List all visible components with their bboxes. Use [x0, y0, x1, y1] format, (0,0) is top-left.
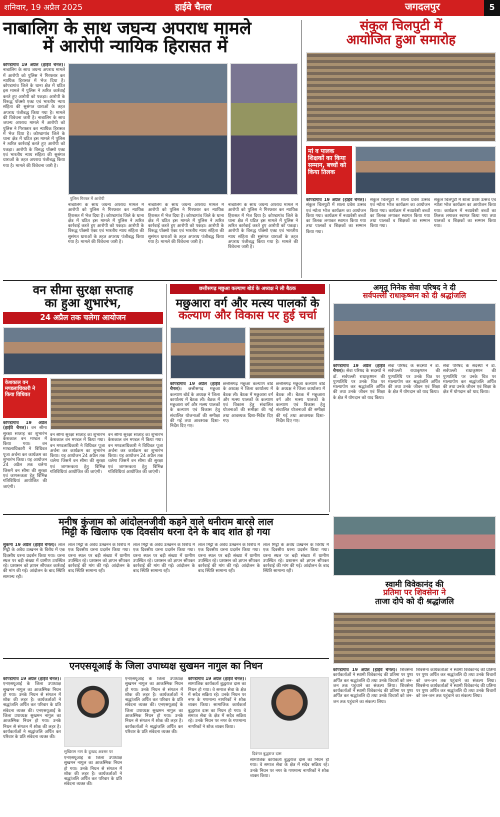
story4-photo — [170, 327, 246, 379]
story2-text-3: संकुल चिलपुटी में शाला प्रवेश उत्सव एवं न्योता भोज कार्यक्रम का आयोजन किया गया। कार्यक्रम में नवप्रवेशी बच्चों का तिलक लगाकर स्वागत किया गया तथा पालकों व शिक्षकों का सम्मान किया गया। — [434, 198, 496, 230]
story2-headline — [306, 20, 496, 47]
story2-col3 — [434, 198, 496, 278]
story4-col3 — [276, 382, 325, 509]
story1-text-4: नाबालिग के साथ जघन्य अपराध मामले में आरोपी को पुलिस ने गिरफ्तार कर न्यायिक हिरासत में भेज दिया है। कोण्डागांव जिले के थाना क्षेत्र में घटित इस मामले में पुलिस ने त्वरित कार्रवाई करते हुए आरोपी को पकड़ा। आरोपी के विरुद्ध पॉक्सो एक्ट एवं भारतीय न्याय संहिता की सुसंगत धाराओं के तहत अपराध पंजीबद्ध किया गया है। मामले की विवेचना जारी है। — [228, 203, 298, 251]
story3-text: वन सीमा सुरक्षा सप्ताह का शुभारंभ केशकाल वन मण्डल में किया गया। वन मण्डलाधिकारी ने विधिवत पूजा अर्चना कर कार्यक्रम का शुभारंभ किया। यह आयोजन 24 अप्रैल तक चलेगा जिसमें वन सीमा की सुरक्षा एवं जागरूकता हेतु विभिन्न गतिविधियां आयोजित की जाएंगी। — [3, 426, 47, 490]
story8-text-3-cont: एनएसयूआई के जिला उपाध्यक्ष सुखमन नागुल का आकस्मिक निधन हो गया। उनके निधन से संगठन में शोक की लहर है। कार्यकर्ताओं ने श्रद्धांजलि अर्पित कर परिवार के प्रति संवेदना व्यक्त की। — [125, 703, 183, 735]
story1-text-cont: नाबालिग के साथ जघन्य अपराध मामले में आरोपी को पुलिस ने गिरफ्तार कर न्यायिक हिरासत में भेज दिया है। कोण्डागांव जिले के थाना क्षेत्र में घटित इस मामले में पुलिस ने त्वरित कार्रवाई करते हुए आरोपी को पकड़ा। आरोपी के विरुद्ध पॉक्सो एक्ट एवं भारतीय न्याय संहिता की सुसंगत धाराओं के तहत अपराध पंजीबद्ध किया गया है। मामले की विवेचना जारी है। — [3, 115, 65, 169]
story6-byline: सुकमा 19 अप्रैल (हाईवे चैनल)। — [3, 543, 57, 548]
story6-text-4: लाल मिट्टी के अवैध उत्खनन के विरोध में एक दिवसीय धरना प्रदर्शन किया गया। धरना स्थल पर बड़ी संख्या में ग्रामीण उपस्थित रहे। प्रशासन को ज्ञापन सौंपकर कार्रवाई की मांग की गई। आंदोलन के बाद स्थिति सामान्य रही। — [198, 543, 260, 575]
story2-col2 — [370, 198, 430, 278]
story1-col3 — [148, 203, 224, 275]
story9-text-cont: सामाजिक कार्यकर्ता बुद्धराज दास का निधन हो गया। वे समाज सेवा के क्षेत्र में सदैव सक्रिय रहे। उनके निधन पर नगर के गणमान्य नागरिकों ने शोक व्यक्त किया। — [188, 703, 246, 730]
story4-col2 — [223, 382, 273, 509]
story8-col2 — [64, 756, 122, 814]
story1-headline — [3, 20, 299, 57]
story5-photo — [333, 303, 496, 361]
story1-text-3: नाबालिग के साथ जघन्य अपराध मामले में आरोपी को पुलिस ने गिरफ्तार कर न्यायिक हिरासत में भेज दिया है। कोण्डागांव जिले के थाना क्षेत्र में घटित इस मामले में पुलिस ने त्वरित कार्रवाई करते हुए आरोपी को पकड़ा। आरोपी के विरुद्ध पॉक्सो एक्ट एवं भारतीय न्याय संहिता की सुसंगत धाराओं के तहत अपराध पंजीबद्ध किया गया है। मामले की विवेचना जारी है। — [148, 203, 224, 246]
story9-photo-caption: दिवंगत बुद्धराज दास — [252, 751, 282, 756]
story3-col1 — [3, 421, 47, 509]
story4-byline: कोण्डागांव 19 अप्रैल (हाईवे चैनल)। — [170, 382, 220, 393]
story7-text-cont: शिवसेना कार्यकर्ताओं ने स्वामी विवेकानंद की प्रतिमा पर पुष्प अर्पित कर श्रद्धांजलि दी तथा उनके विचारों को जन-जन तक पहुंचाने का संकल्प लिया। — [333, 683, 413, 705]
story1-headline-line2: में आरोपी न्यायिक हिरासत में — [43, 37, 228, 58]
story1-col2 — [68, 203, 144, 275]
story5-col3 — [443, 364, 496, 510]
story1-headline-line1: नाबालिग के साथ जघन्य अपराध मामले — [3, 19, 252, 39]
story3-col2 — [50, 433, 105, 509]
story8-byline: कोण्डागांव 19 अप्रैल (हाईवे चैनल)। — [3, 677, 61, 682]
story3-photo2 — [50, 378, 163, 430]
story8-text-cont: एनएसयूआई के जिला उपाध्यक्ष सुखमन नागुल का आकस्मिक निधन हो गया। उनके निधन से संगठन में शोक की लहर है। कार्यकर्ताओं ने श्रद्धांजलि अर्पित कर परिवार के प्रति संवेदना व्यक्त की। — [3, 708, 61, 741]
story2-byline: कोण्डागांव 19 अप्रैल (हाईवे चैनल)। — [306, 198, 366, 203]
story4-text: छत्तीसगढ़ मछुआ कल्याण बोर्ड के अध्यक्ष ने जिला कार्यालय में बैठक ली। बैठक में मछुआरा वर्ग और मत्स्य पालकों के कल्याण एवं विकास हेतु संचालित योजनाओं की समीक्षा की गई तथा आवश्यक दिशा-निर्देश दिए गए। — [170, 387, 220, 430]
story3-headline-line1: वन सीमा सुरक्षा सप्ताह — [32, 283, 134, 297]
story7-photo2 — [333, 612, 496, 664]
story6-col5 — [263, 543, 329, 655]
story2-photo2 — [355, 146, 496, 194]
issue-date: शनिवार, 19 अप्रैल 2025 — [4, 3, 83, 12]
story6-text-5: लाल मिट्टी के अवैध उत्खनन के विरोध में एक दिवसीय धरना प्रदर्शन किया गया। धरना स्थल पर बड़ी संख्या में ग्रामीण उपस्थित रहे। प्रशासन को ज्ञापन सौंपकर कार्रवाई की मांग की गई। आंदोलन के बाद स्थिति सामान्य रही। — [263, 543, 329, 575]
story5-headline — [333, 284, 496, 300]
story8-portrait — [64, 677, 122, 747]
story3-photo — [3, 327, 163, 375]
divider — [301, 20, 302, 278]
divider — [166, 284, 167, 512]
story4-text-3: छत्तीसगढ़ मछुआ कल्याण बोर्ड के अध्यक्ष ने जिला कार्यालय में बैठक ली। बैठक में मछुआरा वर्ग और मत्स्य पालकों के कल्याण एवं विकास हेतु संचालित योजनाओं की समीक्षा की गई तथा आवश्यक दिशा-निर्देश दिए गए। — [276, 382, 325, 425]
story3-byline: कोण्डागांव 19 अप्रैल (हाईवे चैनल)। — [3, 421, 47, 432]
city-name: जगदलपुर — [405, 2, 440, 13]
story6-headline-line1: मनीष कुंजाम को आंदोलनजीवी कहने वाले धनीराम बारसे लाल — [58, 517, 274, 528]
story6-headline-line2: मिट्टी के खिलाफ एक दिवसीय धरना देने के बाद शांत हो गया — [61, 526, 271, 538]
story5-text-2: सेवा परिषद के सदस्यों ने डॉ. सर्वपल्ली राधाकृष्णन की पुण्यतिथि पर उनके चित्र पर माल्यार्पण कर श्रद्धांजलि अर्पित की तथा उनके जीवन एवं शिक्षा के क्षेत्र में योगदान को याद किया। — [388, 364, 440, 396]
story1-text-2: नाबालिग के साथ जघन्य अपराध मामले में आरोपी को पुलिस ने गिरफ्तार कर न्यायिक हिरासत में भेज दिया है। कोण्डागांव जिले के थाना क्षेत्र में घटित इस मामले में पुलिस ने त्वरित कार्रवाई करते हुए आरोपी को पकड़ा। आरोपी के विरुद्ध पॉक्सो एक्ट एवं भारतीय न्याय संहिता की सुसंगत धाराओं के तहत अपराध पंजीबद्ध किया गया है। मामले की विवेचना जारी है। — [68, 203, 144, 246]
story8-text-2: एनएसयूआई के जिला उपाध्यक्ष सुखमन नागुल का आकस्मिक निधन हो गया। उनके निधन से संगठन में शोक की लहर है। कार्यकर्ताओं ने श्रद्धांजलि अर्पित कर परिवार के प्रति संवेदना व्यक्त की। — [64, 756, 122, 788]
story1-col4 — [228, 203, 298, 275]
divider — [3, 280, 497, 281]
story4-headline-line2: कल्याण और विकास पर हुई चर्चा — [178, 308, 317, 323]
story2-col1 — [306, 198, 366, 278]
story6-col4 — [198, 543, 260, 655]
story6-col1 — [3, 543, 65, 655]
story7-headline-line2: प्रतिमा पर शिवसेना ने — [383, 587, 446, 598]
divider — [329, 284, 330, 512]
page-number: 5 — [484, 0, 500, 16]
story5-headline-line2: सर्वपल्ली राधाकृष्णन को दी श्रद्धांजलि — [362, 290, 467, 300]
story3-text-3: वन सीमा सुरक्षा सप्ताह का शुभारंभ केशकाल वन मण्डल में किया गया। वन मण्डलाधिकारी ने विधिवत पूजा अर्चना कर कार्यक्रम का शुभारंभ किया। यह आयोजन 24 अप्रैल तक चलेगा जिसमें वन सीमा की सुरक्षा एवं जागरूकता हेतु विभिन्न गतिविधियां आयोजित की जाएंगी। — [108, 433, 163, 476]
story4-text-2: छत्तीसगढ़ मछुआ कल्याण बोर्ड के अध्यक्ष ने जिला कार्यालय में बैठक ली। बैठक में मछुआरा वर्ग और मत्स्य पालकों के कल्याण एवं विकास हेतु संचालित योजनाओं की समीक्षा की गई तथा आवश्यक दिशा-निर्देश दिए गए। — [223, 382, 273, 425]
story8-col1 — [3, 677, 61, 814]
story7-text-2: शिवसेना कार्यकर्ताओं ने स्वामी विवेकानंद की प्रतिमा पर पुष्प अर्पित कर श्रद्धांजलि दी तथा उनके विचारों को जन-जन तक पहुंचाने का संकल्प लिया। — [416, 668, 496, 684]
story5-byline: कोण्डागांव 19 अप्रैल (हाईवे चैनल)। — [333, 364, 385, 375]
story2-photo — [306, 52, 496, 142]
story3-col3 — [108, 433, 163, 509]
story9-text: सामाजिक कार्यकर्ता बुद्धराज दास का निधन हो गया। वे समाज सेवा के क्षेत्र में सदैव सक्रिय रहे। उनके निधन पर नगर के गणमान्य नागरिकों ने शोक व्यक्त किया। — [188, 682, 246, 709]
story7-headline-line1: स्वामी विवेकानंद की — [385, 579, 444, 589]
story8-text-3: एनएसयूआई के जिला उपाध्यक्ष सुखमन नागुल का आकस्मिक निधन हो गया। उनके निधन से संगठन में शोक की लहर है। कार्यकर्ताओं ने श्रद्धांजलि अर्पित कर परिवार के प्रति संवेदना व्यक्त की। — [125, 677, 183, 709]
story1-photo-inset — [230, 63, 298, 195]
story1-photo-caption: पुलिस गिरफ्त में आरोपी — [70, 196, 105, 201]
story3-text-2: वन सीमा सुरक्षा सप्ताह का शुभारंभ केशकाल वन मण्डल में किया गया। वन मण्डलाधिकारी ने विधिवत पूजा अर्चना कर कार्यक्रम का शुभारंभ किया। यह आयोजन 24 अप्रैल तक चलेगा जिसमें वन सीमा की सुरक्षा एवं जागरूकता हेतु विभिन्न गतिविधियां आयोजित की जाएंगी। — [50, 433, 105, 476]
story7-col2 — [416, 668, 496, 814]
story6-text: लाल मिट्टी के अवैध उत्खनन के विरोध में एक दिवसीय धरना प्रदर्शन किया गया। धरना स्थल पर बड़ी संख्या में ग्रामीण उपस्थित रहे। प्रशासन को ज्ञापन सौंपकर कार्रवाई की मांग की गई। आंदोलन के बाद स्थिति सामान्य रही। — [3, 543, 65, 580]
story4-headline — [170, 297, 325, 321]
story9-portrait — [250, 677, 329, 749]
story7-headline-line3: ताजा दोपे को दी श्रद्धांजलि — [375, 595, 454, 606]
story1-photo — [68, 63, 228, 195]
story1-text: नाबालिग के साथ जघन्य अपराध मामले में आरोपी को पुलिस ने गिरफ्तार कर न्यायिक हिरासत में भेज दिया है। कोण्डागांव जिले के थाना क्षेत्र में घटित इस मामले में पुलिस ने त्वरित कार्रवाई करते हुए आरोपी को पकड़ा। आरोपी के विरुद्ध पॉक्सो एक्ट एवं भारतीय न्याय संहिता की सुसंगत धाराओं के तहत अपराध पंजीबद्ध किया गया है। मामले की विवेचना जारी है। — [3, 68, 65, 121]
story5-text-3: सेवा परिषद के सदस्यों ने डॉ. सर्वपल्ली राधाकृष्णन की पुण्यतिथि पर उनके चित्र पर माल्यार्पण कर श्रद्धांजलि अर्पित की तथा उनके जीवन एवं शिक्षा के क्षेत्र में योगदान को याद किया। — [443, 364, 496, 396]
story3-headline — [3, 284, 163, 309]
story7-text-2-cont: शिवसेना कार्यकर्ताओं ने स्वामी विवेकानंद की प्रतिमा पर पुष्प अर्पित कर श्रद्धांजलि दी तथा उनके विचारों को जन-जन तक पहुंचाने का संकल्प लिया। — [416, 683, 496, 700]
story7-byline: कोण्डागांव 19 अप्रैल (हाईवे चैनल)। — [333, 668, 398, 673]
divider — [3, 658, 329, 659]
story6-text-2: लाल मिट्टी के अवैध उत्खनन के विरोध में एक दिवसीय धरना प्रदर्शन किया गया। धरना स्थल पर बड़ी संख्या में ग्रामीण उपस्थित रहे। प्रशासन को ज्ञापन सौंपकर कार्रवाई की मांग की गई। आंदोलन के बाद स्थिति सामान्य रही। — [68, 543, 130, 575]
paper-name: हाईवे चैनल — [175, 3, 212, 13]
story8-photo-caption: सुखिराम नाग के दुःखद अवसर पर — [64, 749, 113, 754]
story4-col1 — [170, 382, 220, 509]
story1-byline: कोण्डागांव 19 अप्रैल (हाईवे चैनल)। — [3, 63, 65, 68]
story7-photo — [333, 516, 496, 576]
story4-photo2 — [249, 327, 325, 379]
story4-kicker: छत्तीसगढ़ मछुआ कल्याण बोर्ड के अध्यक्ष ने ली बैठक — [170, 284, 325, 294]
story6-headline — [3, 518, 329, 538]
story9-col2 — [250, 758, 329, 814]
story8-headline: एनएसयूआई के जिला उपाध्यक्ष सुखमन नागुल का निधन — [69, 661, 263, 672]
divider — [3, 514, 329, 515]
story3-headline-line2: का हुआ शुभारंभ, — [44, 295, 122, 310]
story7-col1 — [333, 668, 413, 814]
story3-banner: 24 अप्रैल तक चलेगा आयोजन — [3, 312, 163, 324]
story9-byline: कोण्डागांव 19 अप्रैल (हाईवे चैनल)। — [188, 677, 246, 682]
story2-text: संकुल चिलपुटी में शाला प्रवेश उत्सव एवं न्योता भोज कार्यक्रम का आयोजन किया गया। कार्यक्रम में नवप्रवेशी बच्चों का तिलक लगाकर स्वागत किया गया तथा पालकों व शिक्षकों का सम्मान किया गया। — [306, 203, 366, 235]
story6-text-3: लाल मिट्टी के अवैध उत्खनन के विरोध में एक दिवसीय धरना प्रदर्शन किया गया। धरना स्थल पर बड़ी संख्या में ग्रामीण उपस्थित रहे। प्रशासन को ज्ञापन सौंपकर कार्रवाई की मांग की गई। आंदोलन के बाद स्थिति सामान्य रही। — [133, 543, 195, 575]
story1-col1 — [3, 63, 65, 273]
story4-headline-line1: मछुआरा वर्ग और मत्स्य पालकों के — [175, 296, 320, 310]
story6-col3 — [133, 543, 195, 655]
story7-text: शिवसेना कार्यकर्ताओं ने स्वामी विवेकानंद की प्रतिमा पर पुष्प अर्पित कर श्रद्धांजलि दी तथा उनके विचारों को जन-जन तक पहुंचाने का संकल्प लिया। — [333, 668, 413, 689]
story2-text-2: संकुल चिलपुटी में शाला प्रवेश उत्सव एवं न्योता भोज कार्यक्रम का आयोजन किया गया। कार्यक्रम में नवप्रवेशी बच्चों का तिलक लगाकर स्वागत किया गया तथा पालकों व शिक्षकों का सम्मान किया गया। — [370, 198, 430, 230]
story5-col2 — [388, 364, 440, 510]
story2-headline-line2: आयोजित हुआ समारोह — [346, 32, 456, 48]
story5-text: सेवा परिषद के सदस्यों ने डॉ. सर्वपल्ली राधाकृष्णन की पुण्यतिथि पर उनके चित्र पर माल्यार्पण कर श्रद्धांजलि अर्पित की तथा उनके जीवन एवं शिक्षा के क्षेत्र में योगदान को याद किया। — [333, 369, 385, 401]
story9-text-2: सामाजिक कार्यकर्ता बुद्धराज दास का निधन हो गया। वे समाज सेवा के क्षेत्र में सदैव सक्रिय रहे। उनके निधन पर नगर के गणमान्य नागरिकों ने शोक व्यक्त किया। — [250, 758, 329, 779]
story7-headline — [333, 580, 496, 605]
story2-headline-line1: संकुल चिलपुटी में — [359, 19, 443, 34]
story8-text: एनएसयूआई के जिला उपाध्यक्ष सुखमन नागुल का आकस्मिक निधन हो गया। उनके निधन से संगठन में शोक की लहर है। कार्यकर्ताओं ने श्रद्धांजलि अर्पित कर परिवार के प्रति संवेदना व्यक्त की। — [3, 682, 61, 714]
masthead-bar — [0, 0, 500, 16]
story3-highlight-box: केशकाल वन मण्डलाधिकारी ने किया विधिवत — [3, 378, 47, 418]
story9-col1 — [188, 677, 246, 814]
story5-col1 — [333, 364, 385, 510]
story2-highlight-box: मां व पालक शिक्षकों का किया सम्मान, बच्चों को किया तिलक — [306, 146, 352, 194]
story6-col2 — [68, 543, 130, 655]
story5-headline-line1: अमृतू निनेक सेवा परिषद ने दी — [373, 283, 456, 292]
story8-col3 — [125, 677, 183, 814]
